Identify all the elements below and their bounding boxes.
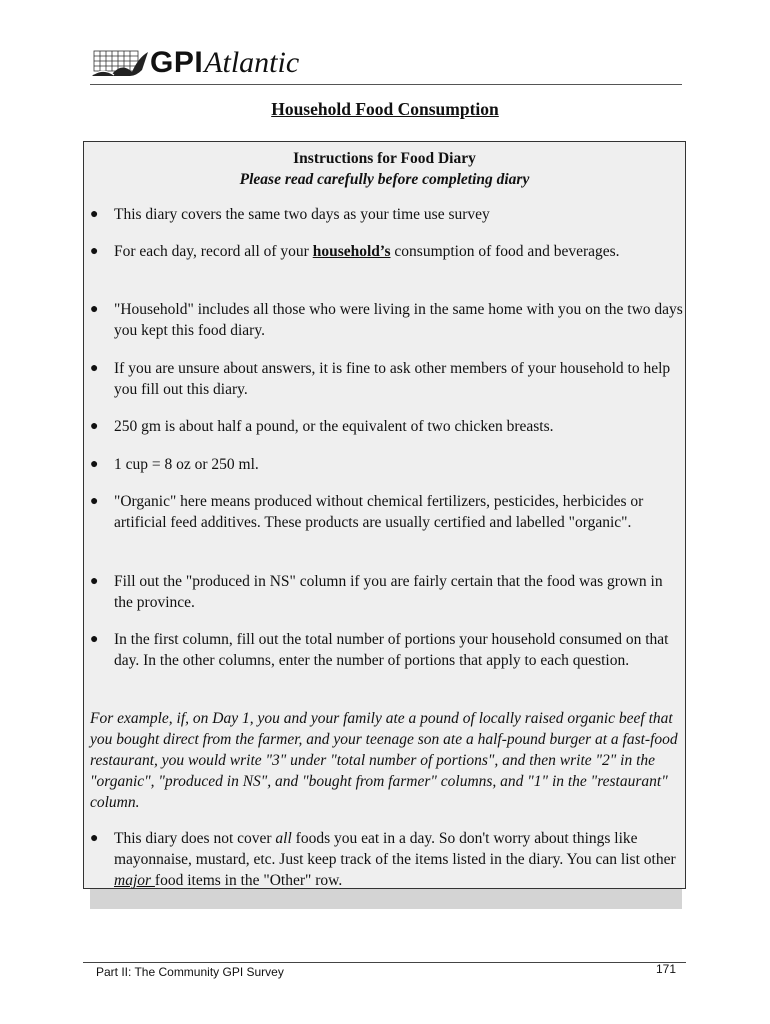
bullet-icon: ●: [90, 419, 99, 434]
emphasis-households: household’s: [312, 243, 391, 260]
list-item-text: "Organic" here means produced without chemical fertilizers, pesticides, herbicides or artificial feed additives. These products are usually certified and labelled "organic".: [114, 493, 644, 531]
list-item-text: Fill out the "produced in NS" column if you are fairly certain that the food was grown in the province.: [114, 573, 663, 611]
bullet-icon: ●: [90, 632, 99, 647]
document-title: Household Food Consumption: [271, 99, 499, 119]
text-run: food items in the "Other" row.: [154, 872, 343, 889]
list-item-text: [114, 828, 684, 891]
logo-gpi-text: GPI: [150, 46, 204, 79]
footer-divider: [83, 962, 686, 963]
text-run: For each day, record all of your: [114, 243, 313, 260]
footer-section-label: Part II: The Community GPI Survey: [96, 965, 284, 979]
bullet-icon: ●: [90, 361, 99, 376]
bullet-icon: ●: [90, 244, 99, 259]
emphasis-major: major: [114, 872, 155, 889]
list-item-text: In the first column, fill out the total number of portions your household consumed on that day. In the other columns, enter the number of portions that apply to each question.: [114, 631, 669, 669]
text-run: foods you eat in a day. So don't worry about things like mayonnaise, mustard, etc. Just keep track of the items listed in the diary. You can list other: [114, 830, 676, 868]
bullet-icon: ●: [90, 302, 99, 317]
page-number: 171: [656, 962, 677, 976]
list-item-text: If you are unsure about answers, it is fine to ask other members of your household to help you fill out this diary.: [114, 360, 671, 398]
instructions-title: Instructions for Food Diary: [293, 150, 476, 167]
list-item-text: [114, 241, 684, 262]
logo-atlantic-text: Atlantic: [204, 46, 300, 79]
bullet-icon: ●: [90, 494, 99, 509]
emphasis-all: all: [275, 830, 292, 847]
instructions-box: [83, 141, 686, 889]
bullet-icon: ●: [90, 207, 99, 222]
list-item-text: This diary covers the same two days as your time use survey: [114, 206, 490, 223]
page-header: [90, 44, 682, 85]
list-item-text: 250 gm is about half a pound, or the equivalent of two chicken breasts.: [114, 418, 554, 435]
list-item-text: "Household" includes all those who were living in the same home with you on the two days you kept this food diary.: [114, 301, 683, 339]
bullet-icon: ●: [90, 831, 99, 846]
bullet-icon: ●: [90, 574, 99, 589]
instructions-subtitle: Please read carefully before completing diary: [239, 171, 530, 188]
text-run: This diary does not cover: [114, 830, 276, 847]
logo-grid-wave-icon: [92, 48, 150, 78]
bullet-icon: ●: [90, 457, 99, 472]
list-item-text: 1 cup = 8 oz or 250 ml.: [114, 456, 259, 473]
example-paragraph: For example, if, on Day 1, you and your family ate a pound of locally raised organic beef that you bought direct from the farmer, and your teenage son ate a half-pound burger at a fast-food restaurant, you would write "3" under "total number of portions", and then write "2" in the "organic", "produced in NS", and "bought from farmer" columns, and "1" in the "restaurant" column.: [90, 710, 678, 811]
gpi-atlantic-logo: [92, 48, 299, 78]
text-run: consumption of food and beverages.: [390, 243, 620, 260]
